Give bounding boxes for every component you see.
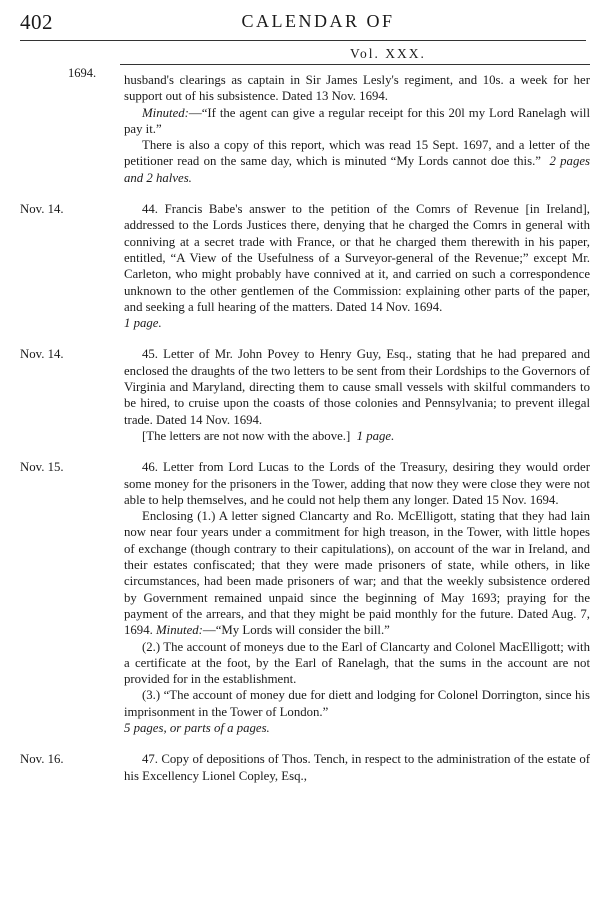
continuation-text: husband's clearings as captain in Sir James Lesly's regiment, and 10s. a week for her support out of his subsistence. Dated 13 Nov. 1694. xyxy=(124,73,590,104)
margin-year: 1694. xyxy=(68,66,97,80)
page-count xyxy=(124,315,590,331)
entry-47 xyxy=(20,751,590,784)
entry-text xyxy=(124,459,590,508)
entry-date: Nov. 14. xyxy=(20,347,64,362)
entry-45 xyxy=(20,346,590,444)
entry-body: Francis Babe's answer to the petition of the Comrs of Revenue [in Ireland], addressed to the Lords Justices there, denying that he charged the Comrs in general with conniving at a secret trade with France, or that he charged them therewith in his paper, entitled, “A View of the Usefulness of a Surveyor-general of the Revenue;” except Mr. Carleton, who might probably have connived at it, and carried on such a correspondence unknown to the other gentlemen of the Commission: explaining other parts of the paper, and seeking a full hearing of the matters. Dated 14 Nov. 1694. xyxy=(124,202,590,314)
entry-date: Nov. 16. xyxy=(20,752,64,767)
enclosure-3: (3.) “The account of money due for diett and lodging for Colonel Dorrington, since his imprisonment in the Tower of London.” xyxy=(124,688,590,719)
entry-note-text: [The letters are not now with the above.] xyxy=(142,428,351,443)
enclosure-2: (2.) The account of moneys due to the Earl of Clancarty and Colonel MacElligott; with a certificate at the foot, by the Earl of Ranelagh, that the sums in the account are not provided for in the establishment. xyxy=(124,639,590,687)
entry-text xyxy=(124,751,590,784)
page-count-text: 5 pages, or parts of a pages. xyxy=(124,720,270,735)
entry-number: 47. xyxy=(142,752,158,767)
entry-number: 44. xyxy=(142,202,158,217)
page-count xyxy=(124,720,590,736)
entry-text xyxy=(124,346,590,427)
header-rule xyxy=(20,40,586,41)
continuation-minute xyxy=(124,105,590,138)
entry-46 xyxy=(20,459,590,736)
continuation-copy-note xyxy=(124,137,590,186)
minuted-label: Minuted: xyxy=(156,623,203,638)
minuted-text-2: my Lord Ranelagh will pay it.” xyxy=(124,105,590,136)
volume-rule xyxy=(120,64,590,65)
page-header xyxy=(0,0,606,40)
continuation-block xyxy=(124,72,590,186)
minuted-text: —“My Lords will consider the bill.” xyxy=(202,623,390,638)
page-count-text: 1 page. xyxy=(356,428,395,443)
calendar-body xyxy=(20,72,591,784)
minuted-text: —“If the agent can give a regular receipt for this 20l xyxy=(188,105,465,120)
minuted-label: Minuted: xyxy=(142,105,189,120)
enclosure-text: Enclosing (1.) A letter signed Clancarty and Ro. McElligott, stating that they had lain now near four years under a commitment for high treason, in the Tower, with little hopes of exchange (though contrary to their capitulations), on account of the war in Ireland, and their estates confiscated; that they were made prisoners of state, while others, in like circumstances, had been made prisoners of war; and that the weekly subsistence ordered by Government remained unpaid since the beginning of May 1693; praying for the payment of the arrears, and that they might be paid monthly for the future. Dated Aug. 7, 1694. xyxy=(124,509,590,638)
page-count-text: 1 page. xyxy=(124,316,162,331)
entry-number: 45. xyxy=(142,347,158,362)
entry-date: Nov. 14. xyxy=(20,202,64,217)
page-count: 2 pages and 2 halves. xyxy=(124,154,591,185)
entry-body: Letter from Lord Lucas to the Lords of the Treasury, desiring they would order some money for the prisoners in the Tower, adding that now they were close they were not able to help themselves, and he could not help them any longer. Dated 15 Nov. 1694. xyxy=(124,460,590,507)
entry-44 xyxy=(20,201,590,331)
entry-number: 46. xyxy=(142,460,158,475)
page-number: 402 xyxy=(20,10,53,34)
copy-note-text: There is also a copy of this report, which was read 15 Sept. 1697, and a letter of the petitioner read on the same day, which is minuted “My Lords cannot doe this.” xyxy=(124,138,590,169)
volume-heading: Vol. XXX. xyxy=(350,46,426,61)
entry-body: Copy of depositions of Thos. Tench, in respect to the administration of the estate of his Excellency Lionel Copley, Esq., xyxy=(124,752,590,783)
enclosure-1 xyxy=(124,508,590,638)
entry-body: Letter of Mr. John Povey to Henry Guy, Esq., stating that he had prepared and enclosed the draughts of the two letters to be sent from their Lordships to the Governors of Virginia and Maryland, directing them to cause small vessels with skilful commanders to be hired, to cruise upon the coasts of those colonies and Pennsylvania; to prevent illegal trade. Dated 14 Nov. 1694. xyxy=(124,347,590,427)
entry-note xyxy=(124,428,590,444)
entry-text xyxy=(124,201,590,315)
running-title: CALENDAR OF xyxy=(241,11,395,31)
entry-date: Nov. 15. xyxy=(20,460,64,475)
